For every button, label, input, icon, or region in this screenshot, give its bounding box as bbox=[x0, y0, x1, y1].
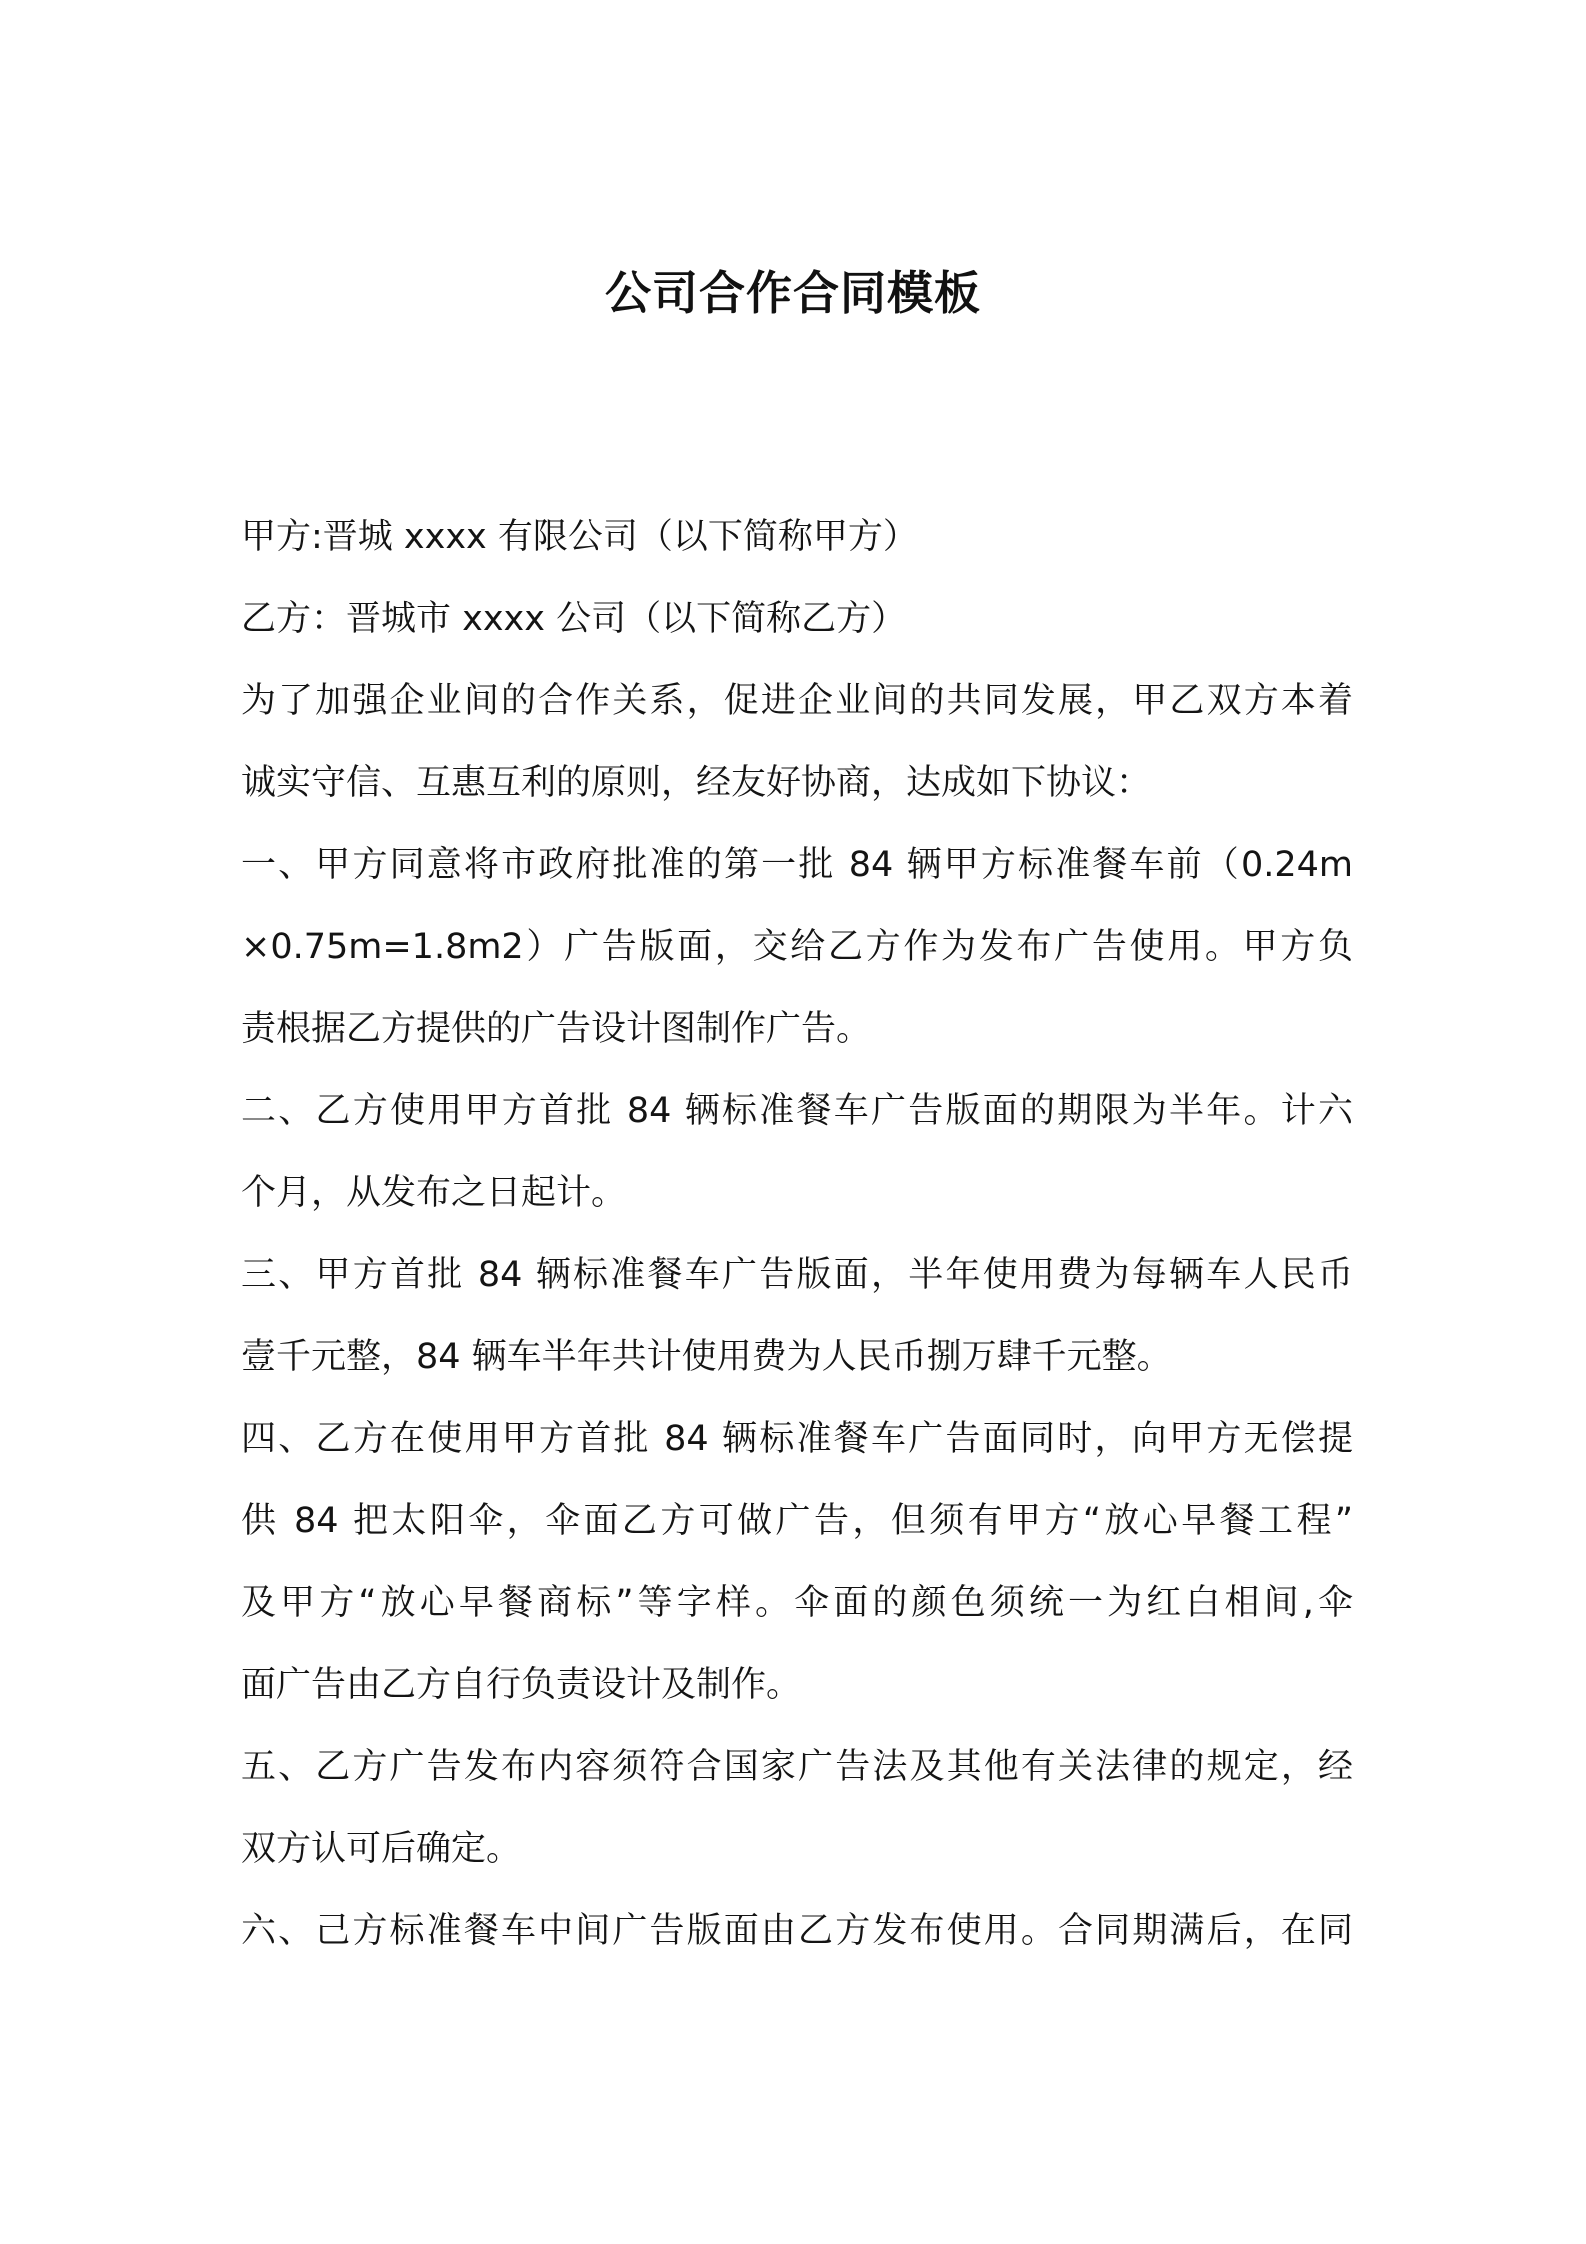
clause-1-line-1: 一、甲方同意将市政府批准的第一批 84 辆甲方标准餐车前（0.24m bbox=[241, 845, 1353, 885]
clause-5-line-1: 五、乙方广告发布内容须符合国家广告法及其他有关法律的规定，经 bbox=[241, 1747, 1353, 1787]
clause-4-line-4: 面广告由乙方自行负责设计及制作。 bbox=[241, 1665, 802, 1705]
clause-4-line-3: 及甲方“放心早餐商标”等字样。伞面的颜色须统一为红白相间,伞 bbox=[241, 1583, 1353, 1623]
clause-2-line-1: 二、乙方使用甲方首批 84 辆标准餐车广告版面的期限为半年。计六 bbox=[241, 1091, 1353, 1131]
party-a-line: 甲方:晋城 xxxx 有限公司（以下简称甲方） bbox=[241, 517, 918, 557]
party-b-line: 乙方：晋城市 xxxx 公司（以下简称乙方） bbox=[241, 599, 907, 639]
document-title: 公司合作合同模板 bbox=[605, 266, 981, 320]
clause-1-line-2: ×0.75m=1.8m2）广告版面，交给乙方作为发布广告使用。甲方负 bbox=[241, 927, 1353, 967]
clause-1-line-3: 责根据乙方提供的广告设计图制作广告。 bbox=[241, 1009, 872, 1049]
clause-6-line-1: 六、己方标准餐车中间广告版面由乙方发布使用。合同期满后，在同 bbox=[241, 1911, 1353, 1951]
clause-5-line-2: 双方认可后确定。 bbox=[241, 1829, 522, 1869]
document-body bbox=[241, 496, 1353, 1972]
clause-3-line-2: 壹千元整，84 辆车半年共计使用费为人民币捌万肆千元整。 bbox=[241, 1337, 1172, 1377]
clause-4-line-2: 供 84 把太阳伞，伞面乙方可做广告，但须有甲方“放心早餐工程” bbox=[241, 1501, 1353, 1541]
clause-4-line-1: 四、乙方在使用甲方首批 84 辆标准餐车广告面同时，向甲方无偿提 bbox=[241, 1419, 1353, 1459]
preamble-line-1: 为了加强企业间的合作关系，促进企业间的共同发展，甲乙双方本着 bbox=[241, 681, 1353, 721]
clause-3-line-1: 三、甲方首批 84 辆标准餐车广告版面，半年使用费为每辆车人民币 bbox=[241, 1255, 1353, 1295]
clause-2-line-2: 个月，从发布之日起计。 bbox=[241, 1173, 627, 1213]
preamble-line-2: 诚实守信、互惠互利的原则，经友好协商，达成如下协议： bbox=[241, 763, 1152, 803]
